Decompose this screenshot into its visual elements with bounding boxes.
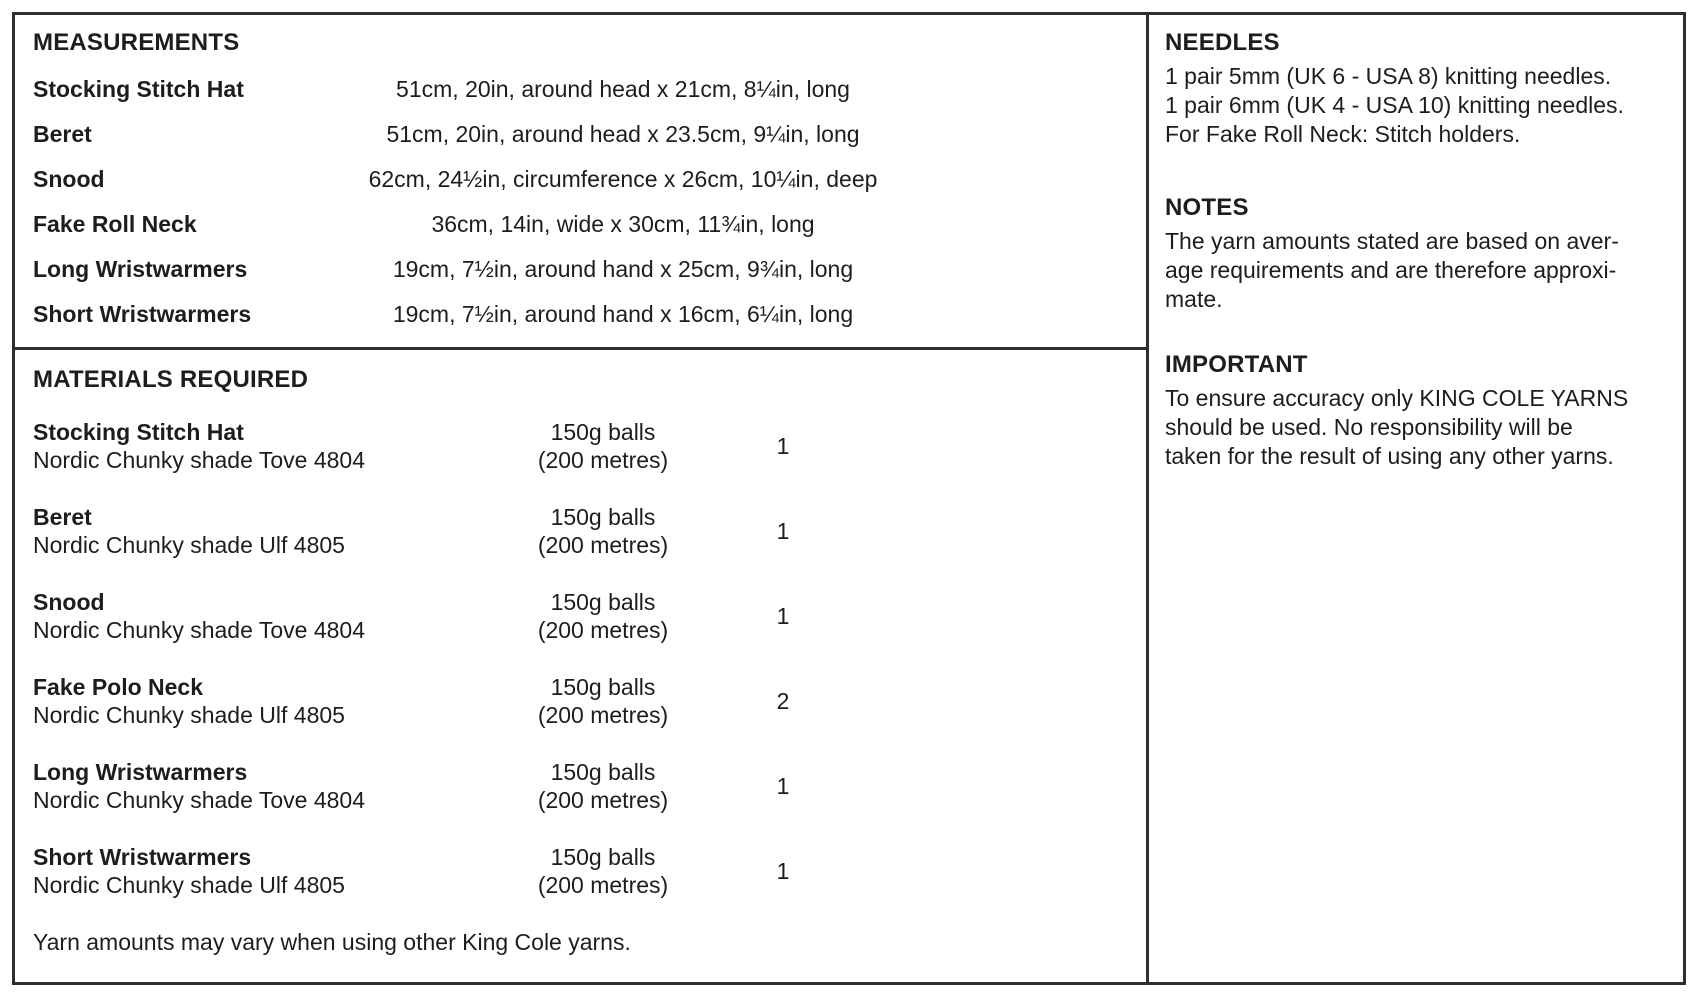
important-line: To ensure accuracy only KING COLE YARNS [1165,385,1629,411]
material-item [33,843,463,899]
material-quantity: 2 [776,688,790,714]
measurement-value: 19cm, 7½in, around hand x 25cm, 9¾in, long [392,256,854,282]
material-yarn-name: Nordic Chunky shade Ulf 4805 [33,872,345,898]
material-yarn-name: Nordic Chunky shade Ulf 4805 [33,702,345,728]
material-row [33,503,1146,559]
measurement-label: Snood [33,166,105,192]
notes-title: NOTES [1165,194,1249,221]
material-item-name: Stocking Stitch Hat [33,419,244,445]
important-line: taken for the result of using any other yarns. [1165,443,1614,469]
material-item-name: Long Wristwarmers [33,759,248,785]
material-ball-spec [463,673,743,729]
materials-title: MATERIALS REQUIRED [33,366,309,393]
material-ball-spec [463,758,743,814]
material-item-name: Fake Polo Neck [33,674,204,700]
measurement-label: Long Wristwarmers [33,256,248,282]
measurement-value: 51cm, 20in, around head x 23.5cm, 9¼in, long [386,121,860,147]
notes-line: mate. [1165,286,1223,312]
measurements-section [15,15,1146,350]
material-item [33,588,463,644]
left-column [15,15,1149,982]
measurement-label: Stocking Stitch Hat [33,76,244,102]
needles-section [1165,29,1661,149]
material-ball-length: (200 metres) [537,447,669,473]
measurement-label: Short Wristwarmers [33,301,252,327]
material-ball-spec [463,588,743,644]
important-line: should be used. No responsibility will be [1165,414,1573,440]
material-ball-size: 150g balls [550,674,656,700]
pattern-info-sheet [12,12,1686,985]
material-row [33,758,1146,814]
material-item [33,673,463,729]
material-row [33,673,1146,729]
measurement-value: 51cm, 20in, around head x 21cm, 8¼in, long [396,76,850,102]
right-column [1149,15,1683,982]
material-ball-length: (200 metres) [537,872,669,898]
material-row [33,418,1146,474]
notes-section [1165,194,1661,314]
material-yarn-name: Nordic Chunky shade Ulf 4805 [33,532,345,558]
material-quantity: 1 [776,858,790,884]
material-yarn-name: Nordic Chunky shade Tove 4804 [33,617,366,643]
yarn-variation-note: Yarn amounts may vary when using other King Cole yarns. [33,929,631,955]
material-ball-spec [463,503,743,559]
measurement-row [33,122,1146,146]
material-ball-size: 150g balls [550,759,656,785]
material-ball-length: (200 metres) [537,532,669,558]
material-ball-length: (200 metres) [537,617,669,643]
measurement-row [33,167,1146,191]
material-quantity: 1 [776,773,790,799]
material-ball-length: (200 metres) [537,787,669,813]
material-yarn-name: Nordic Chunky shade Tove 4804 [33,787,366,813]
material-ball-spec [463,418,743,474]
material-yarn-name: Nordic Chunky shade Tove 4804 [33,447,366,473]
materials-section [15,350,1146,982]
notes-line: age requirements and are therefore approxi- [1165,257,1617,283]
measurement-row [33,212,1146,236]
material-ball-size: 150g balls [550,504,656,530]
needles-line: 1 pair 5mm (UK 6 - USA 8) knitting needles. [1165,63,1612,89]
material-ball-size: 150g balls [550,844,656,870]
material-ball-spec [463,843,743,899]
material-row [33,588,1146,644]
material-item [33,758,463,814]
material-ball-size: 150g balls [550,589,656,615]
material-item-name: Short Wristwarmers [33,844,252,870]
material-row [33,843,1146,899]
material-item [33,503,463,559]
measurement-value: 19cm, 7½in, around hand x 16cm, 6¼in, long [392,301,854,327]
material-ball-length: (200 metres) [537,702,669,728]
needles-line: 1 pair 6mm (UK 4 - USA 10) knitting needles. [1165,92,1624,118]
material-quantity: 1 [776,433,790,459]
important-section [1165,351,1661,471]
measurement-label: Beret [33,121,92,147]
measurement-value: 62cm, 24½in, circumference x 26cm, 10¼in, deep [368,166,878,192]
material-item-name: Snood [33,589,105,615]
measurement-row [33,257,1146,281]
material-item [33,418,463,474]
measurements-title: MEASUREMENTS [33,29,240,56]
material-quantity: 1 [776,518,790,544]
needles-line: For Fake Roll Neck: Stitch holders. [1165,121,1521,147]
material-quantity: 1 [776,603,790,629]
material-item-name: Beret [33,504,92,530]
measurement-label: Fake Roll Neck [33,211,197,237]
needles-title: NEEDLES [1165,29,1280,56]
measurement-row [33,77,1146,101]
notes-line: The yarn amounts stated are based on aver- [1165,228,1619,254]
material-ball-size: 150g balls [550,419,656,445]
important-title: IMPORTANT [1165,351,1308,378]
measurement-row [33,302,1146,326]
measurement-value: 36cm, 14in, wide x 30cm, 11¾in, long [431,211,815,237]
